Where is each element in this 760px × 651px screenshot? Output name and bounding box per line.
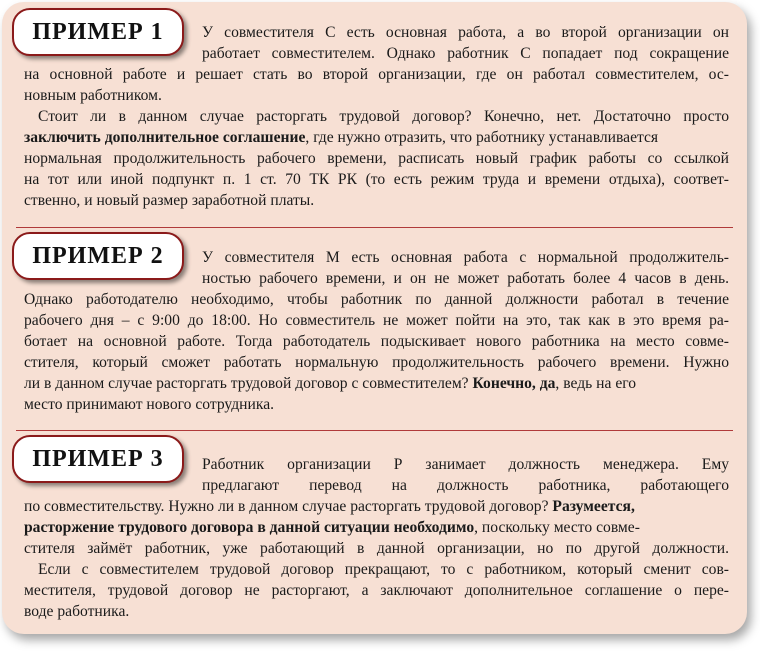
example-2-line-7-rest: , ведь на его	[555, 375, 637, 392]
example-2-line-1: У совместителя М есть основная работа с нормальной продолжитель-	[202, 249, 729, 266]
example-1-line-5: Стоит ли в данном случае расторгать трудовой договор? Конечно, нет. Достаточно просто	[38, 108, 729, 125]
example-1-label: ПРИМЕР 1	[32, 18, 164, 45]
example-2-line-7	[24, 373, 729, 394]
example-1-line-9: ственно, и новый размер заработной платы.	[24, 192, 315, 209]
example-3-line-6: Если с совместителем трудовой договор прекращают, то с работником, который сменит сов-	[38, 561, 729, 578]
example-3-line-1: Работник организации Р занимает должность менеджера. Ему	[202, 456, 729, 473]
example-1-line-4: новным работником.	[24, 87, 162, 104]
example-1-line-2: работает совместителем. Однако работник С попадает под сокращение	[202, 45, 729, 62]
example-2-label: ПРИМЕР 2	[32, 242, 164, 269]
divider-2	[16, 430, 733, 431]
example-3-label: ПРИМЕР 3	[32, 445, 164, 472]
example-2-line-6: стителя, который сможет работать нормальную продолжительность рабочего времени. Нужно	[24, 354, 729, 371]
example-1-line-3: на основной работе и решает стать во второй организации, где он работал совместителем, ос-	[24, 66, 729, 83]
example-2-bold-phrase: Конечно, да	[472, 375, 556, 392]
content-card	[2, 2, 747, 634]
example-1-line-6-rest: , где нужно отразить, что работнику устанавливается	[305, 129, 659, 146]
example-1-line-6	[24, 127, 729, 148]
example-3-line-3	[24, 496, 729, 517]
example-1-bold-phrase: заключить дополнительное соглашение	[24, 129, 306, 146]
example-1-line-8: на тот или иной подпункт п. 1 ст. 70 ТК РК (то есть режим труда и времени отдыха), соответ-	[24, 171, 729, 188]
example-2-text	[24, 247, 729, 415]
example-3-line-5: стителя займёт работник, уже работающий в данной организации, но по другой должности.	[24, 540, 729, 557]
example-3-line-4-rest: , поскольку место совме-	[474, 519, 640, 536]
example-2-line-7-start: ли в данном случае расторгать трудовой договор с совместителем?	[24, 375, 469, 392]
example-2-line-3: Однако работодателю необходимо, чтобы работник по данной должности работал в течение	[24, 291, 729, 308]
example-1-text	[24, 22, 729, 211]
example-3-line-4	[24, 517, 729, 538]
example-3-line-7: местителя, трудовой договор не расторгают, а заключают дополнительное соглашение о пере-	[24, 582, 729, 599]
example-2-line-2: ностью рабочего времени, и он не может работать более 4 часов в день.	[202, 270, 729, 287]
divider-1	[16, 227, 733, 228]
example-1-line-7: нормальная продолжительность рабочего времени, расписать новый график работы со ссылкой	[24, 150, 729, 167]
example-1-line-1: У совместителя С есть основная работа, а во второй организации он	[202, 24, 729, 41]
example-3-line-2: предлагают перевод на должность работника, работающего	[202, 477, 729, 494]
example-2-line-5: ботает на основной работе. Тогда работодатель подыскивает нового работника на место совме-	[24, 333, 729, 350]
example-3-bold-start: Разумеется,	[552, 498, 635, 515]
example-3-text	[24, 454, 729, 622]
example-2-line-4: рабочего дня – с 9:00 до 18:00. Но совместитель не может пойти на это, так как в это время ра-	[24, 312, 729, 329]
example-3-line-8: воде работника.	[24, 603, 130, 620]
example-3-line-3-start: по совместительству. Нужно ли в данном случае расторгать трудовой договор?	[24, 498, 549, 515]
example-2-line-8: место принимают нового сотрудника.	[24, 396, 275, 413]
example-3-bold-phrase: расторжение трудового договора в данной ситуации необходимо	[24, 519, 475, 536]
